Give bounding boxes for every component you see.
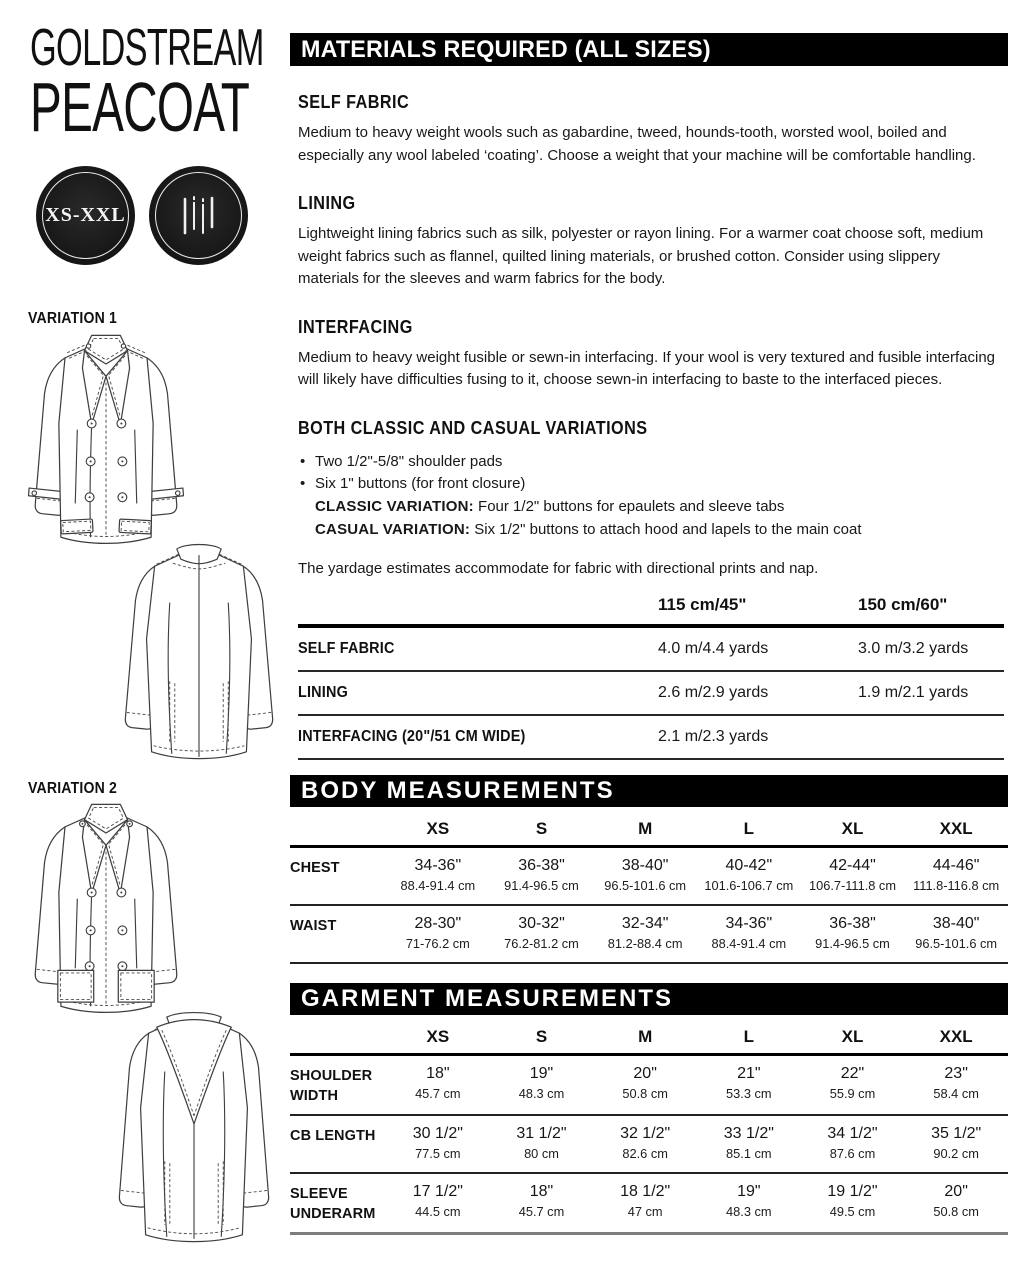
casual-variation-line (298, 519, 1008, 542)
cm-value: 87.6 cm (829, 1146, 876, 1161)
variation-1-label: VARIATION 1 (28, 310, 118, 327)
lining-text: Lightweight lining fabrics such as silk, polyester or rayon lining. For a warmer coat choose soft, medium weight fabrics such as flannel, quilted lining materials, or brushed cotton. Consider using slippery materials for the sleeves and warm fabrics for the body. (298, 225, 984, 287)
casual-variation-label: CASUAL VARIATION: (315, 521, 471, 539)
inches-value: 19" (529, 1065, 554, 1082)
notions-list (298, 451, 1008, 543)
cm-value: 58.4 cm (933, 1086, 979, 1101)
yardage-col-115: 115 cm/45" (658, 589, 858, 628)
yardage-note: The yardage estimates accommodate for fabric with directional prints and nap. (298, 560, 819, 578)
variation-1-front-illustration (24, 329, 188, 561)
cm-value: 45.7 cm (415, 1086, 461, 1101)
inches-value: 34-36" (725, 915, 773, 932)
lining-heading: LINING (298, 193, 356, 213)
garment-measurements-bar (290, 983, 1008, 1015)
yardage-value: 3.0 m/3.2 yards (858, 628, 1004, 672)
size-header: S (490, 811, 594, 848)
cm-value: 80 cm (524, 1146, 559, 1161)
bullet-shoulder-pads: • Two 1/2"-5/8" shoulder pads (298, 451, 1008, 474)
size-header: XXL (904, 811, 1008, 848)
yardage-value: 4.0 m/4.4 yards (658, 628, 858, 672)
inches-value: 36-38" (829, 915, 876, 932)
size-header-spacer (290, 811, 386, 848)
size-header: XL (801, 1019, 905, 1056)
row-label: WAIST (290, 906, 386, 964)
row-label: CHEST (290, 848, 386, 906)
yardage-value: 2.1 m/2.3 yards (658, 716, 858, 760)
cm-value: 53.3 cm (726, 1086, 772, 1101)
classic-variation-text: Four 1/2" buttons for epaulets and sleeve tabs (478, 498, 785, 516)
yardage-row-label: INTERFACING (20"/51 CM WIDE) (298, 716, 658, 760)
badges (36, 166, 248, 265)
cm-value: 96.5-101.6 cm (604, 878, 687, 893)
yardage-value (858, 716, 1004, 760)
cm-value: 77.5 cm (415, 1146, 461, 1161)
inches-value: 21" (737, 1065, 761, 1082)
cm-value: 96.5-101.6 cm (915, 936, 998, 951)
variation-2-label: VARIATION 2 (28, 780, 118, 797)
needles-badge (149, 166, 248, 265)
inches-value: 30 1/2" (412, 1125, 463, 1142)
inches-value: 34-36" (414, 857, 462, 874)
size-header: XL (801, 811, 905, 848)
cm-value: 76.2-81.2 cm (504, 936, 579, 951)
inches-value: 42-44" (829, 857, 876, 874)
body-measurements-title: BODY MEASUREMENTS (301, 777, 615, 804)
yardage-table (298, 589, 1004, 760)
self-fabric-heading: SELF FABRIC (298, 92, 410, 112)
inches-value: 28-30" (414, 915, 462, 932)
self-fabric-text: Medium to heavy weight wools such as gabardine, tweed, hounds-tooth, worsted wool, boiled and especially any wool labeled ‘coating’. Choose a weight that your machine will be comfortable handling. (298, 124, 976, 164)
variation-2-front-illustration (24, 798, 188, 1030)
body-measurements-table (290, 811, 1008, 964)
cm-value: 91.4-96.5 cm (504, 878, 579, 893)
row-label: SLEEVE UNDERARM (290, 1174, 386, 1235)
inches-value: 18 1/2" (620, 1183, 671, 1200)
brand-line-2: PEACOAT (30, 68, 250, 146)
body-measurements-bar (290, 775, 1008, 807)
variations-heading: BOTH CLASSIC AND CASUAL VARIATIONS (298, 417, 648, 438)
interfacing-text: Medium to heavy weight fusible or sewn-in interfacing. If your wool is very textured and fusible interfacing will likely have difficulties fusing to it, choose sewn-in interfacing to baste to the interfaced pieces. (298, 348, 996, 388)
size-header: L (697, 811, 801, 848)
inches-value: 18" (426, 1065, 450, 1082)
cm-value: 50.8 cm (933, 1204, 979, 1219)
size-header: L (697, 1019, 801, 1056)
garment-measurements-table (290, 1019, 1008, 1235)
inches-value: 44-46" (932, 857, 980, 874)
inches-value: 19 1/2" (827, 1183, 878, 1200)
cm-value: 49.5 cm (829, 1204, 876, 1219)
size-range-label: XS-XXL (45, 204, 126, 226)
cm-value: 44.5 cm (415, 1204, 461, 1219)
garment-measurements-section (290, 983, 1008, 1235)
inches-value: 33 1/2" (723, 1125, 774, 1142)
materials-section (290, 33, 1008, 760)
yardage-value: 1.9 m/2.1 yards (858, 672, 1004, 716)
needles-icon (172, 189, 226, 243)
size-range-badge (36, 166, 135, 265)
yardage-row-label: LINING (298, 672, 658, 716)
materials-section-bar (290, 33, 1008, 66)
inches-value: 22" (840, 1065, 865, 1082)
size-header: XS (386, 1019, 490, 1056)
cm-value: 90.2 cm (933, 1146, 979, 1161)
size-header: XS (386, 811, 490, 848)
cm-value: 55.9 cm (829, 1086, 876, 1101)
yardage-row-label: SELF FABRIC (298, 628, 658, 672)
row-label: CB LENGTH (290, 1116, 386, 1174)
cm-value: 48.3 cm (518, 1086, 565, 1101)
size-header: S (490, 1019, 594, 1056)
cm-value: 88.4-91.4 cm (711, 936, 787, 951)
yardage-col-150: 150 cm/60" (858, 589, 1004, 628)
yardage-value: 2.6 m/2.9 yards (658, 672, 858, 716)
inches-value: 35 1/2" (931, 1125, 982, 1142)
cm-value: 50.8 cm (622, 1086, 668, 1101)
variation-2-back-illustration (104, 1005, 284, 1259)
classic-variation-line (298, 496, 1008, 519)
bullet-front-buttons: • Six 1" buttons (for front closure) (298, 473, 1008, 496)
inches-value: 18" (529, 1183, 554, 1200)
cm-value: 47 cm (627, 1204, 663, 1219)
cm-value: 71-76.2 cm (405, 936, 470, 951)
cm-value: 81.2-88.4 cm (607, 936, 683, 951)
inches-value: 31 1/2" (516, 1125, 567, 1142)
casual-variation-text: Six 1/2" buttons to attach hood and lapels to the main coat (474, 521, 862, 539)
inches-value: 40-42" (725, 857, 773, 874)
cm-value: 111.8-116.8 cm (913, 878, 1000, 893)
inches-value: 32 1/2" (620, 1125, 671, 1142)
garment-measurements-title: GARMENT MEASUREMENTS (301, 985, 674, 1012)
cm-value: 106.7-111.8 cm (808, 878, 896, 893)
size-header: XXL (904, 1019, 1008, 1056)
inches-value: 17 1/2" (412, 1183, 463, 1200)
variation-1-back-illustration (112, 540, 286, 774)
materials-bar-title: MATERIALS REQUIRED (ALL SIZES) (301, 35, 711, 63)
inches-value: 20" (944, 1183, 968, 1200)
size-header: M (593, 1019, 697, 1056)
yardage-header-spacer (298, 589, 658, 628)
inches-value: 36-38" (518, 857, 565, 874)
size-header: M (593, 811, 697, 848)
cm-value: 82.6 cm (622, 1146, 668, 1161)
row-label: SHOULDER WIDTH (290, 1056, 386, 1116)
inches-value: 32-34" (621, 915, 669, 932)
inches-value: 38-40" (621, 857, 669, 874)
cm-value: 101.6-106.7 cm (704, 878, 794, 893)
inches-value: 34 1/2" (827, 1125, 878, 1142)
size-header-spacer (290, 1019, 386, 1056)
inches-value: 38-40" (932, 915, 980, 932)
classic-variation-label: CLASSIC VARIATION: (315, 498, 474, 516)
inches-value: 30-32" (518, 915, 565, 932)
cm-value: 85.1 cm (726, 1146, 772, 1161)
cm-value: 88.4-91.4 cm (400, 878, 476, 893)
cm-value: 48.3 cm (726, 1204, 772, 1219)
cm-value: 91.4-96.5 cm (815, 936, 890, 951)
inches-value: 23" (944, 1065, 968, 1082)
brand-line-1: GOLDSTREAM (30, 19, 264, 77)
cm-value: 45.7 cm (518, 1204, 565, 1219)
body-measurements-section (290, 775, 1008, 964)
interfacing-heading: INTERFACING (298, 316, 413, 337)
inches-value: 19" (737, 1183, 761, 1200)
inches-value: 20" (633, 1065, 657, 1082)
